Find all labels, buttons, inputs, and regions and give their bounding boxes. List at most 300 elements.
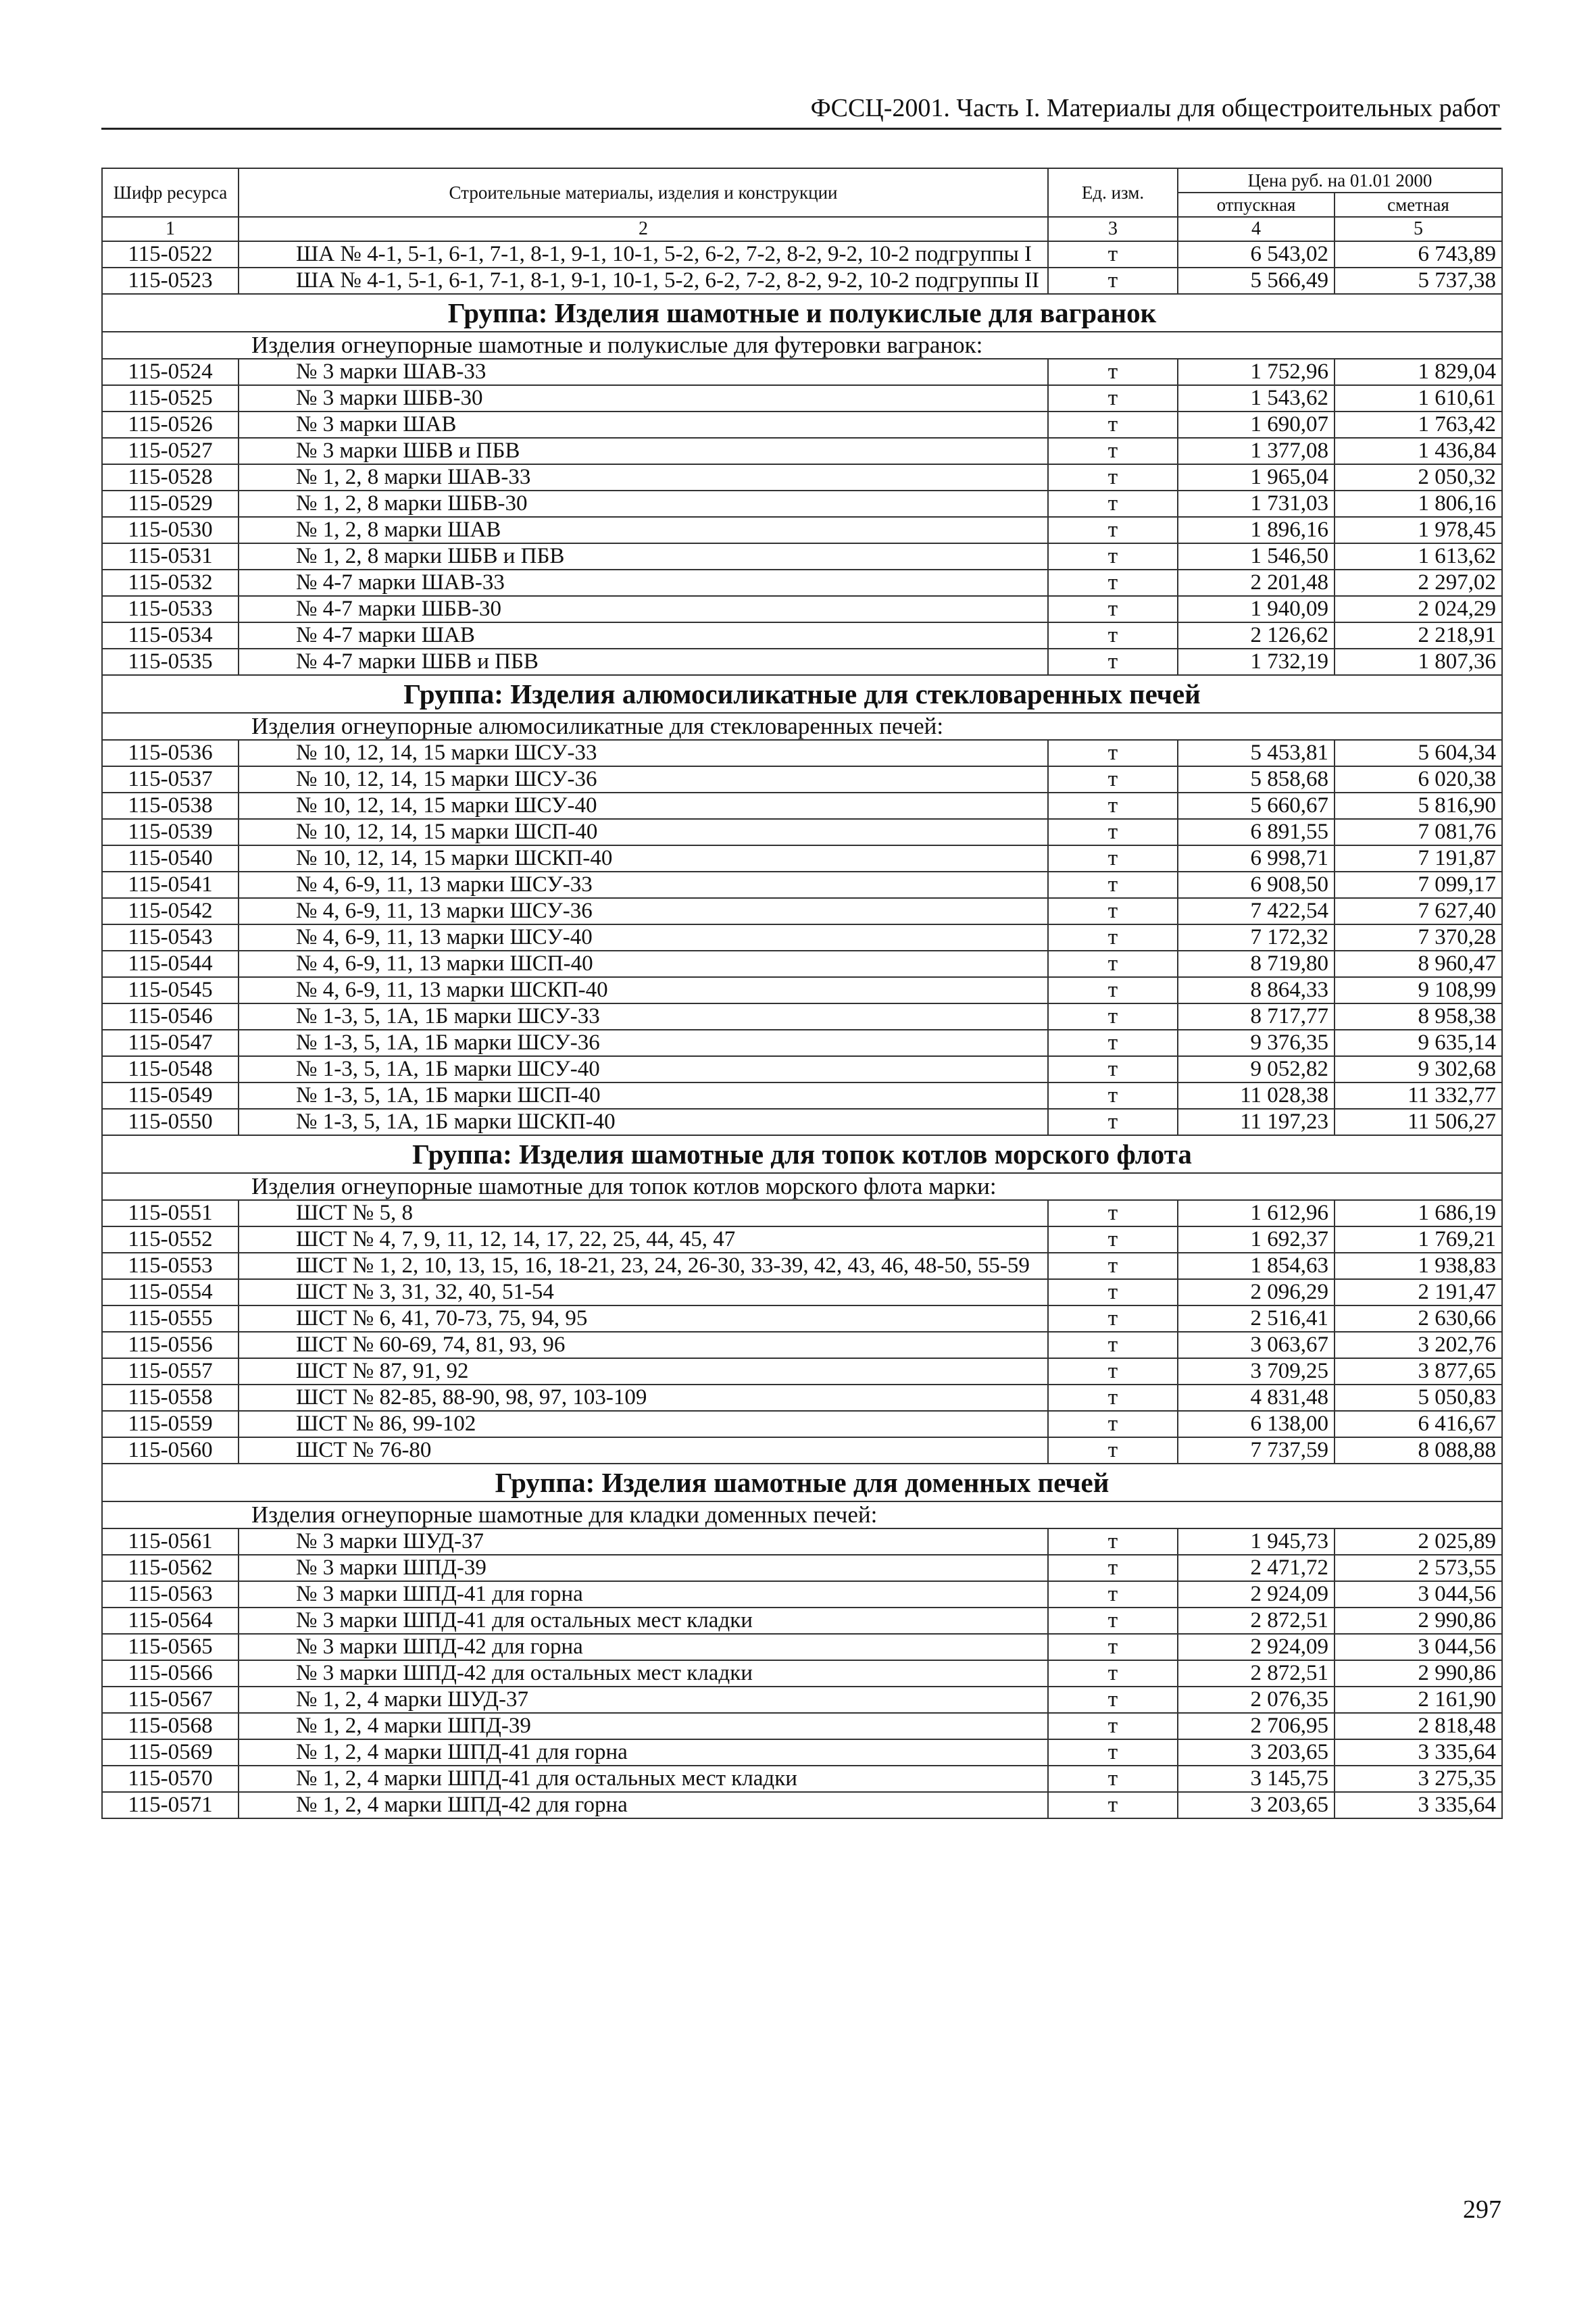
price-estimate: 1 610,61: [1335, 385, 1502, 412]
material-name: № 4, 6-9, 11, 13 марки ШСУ-33: [239, 872, 1048, 898]
unit: т: [1048, 1030, 1178, 1056]
price-table: [101, 168, 1503, 1819]
unit: т: [1048, 1687, 1178, 1713]
price-wholesale: 3 709,25: [1178, 1358, 1335, 1385]
price-estimate: 7 081,76: [1335, 819, 1502, 845]
price-wholesale: 1 732,19: [1178, 649, 1335, 675]
table-row: [102, 268, 1502, 294]
unit: т: [1048, 1528, 1178, 1555]
unit: т: [1048, 1332, 1178, 1358]
price-wholesale: 8 719,80: [1178, 951, 1335, 977]
table-row: [102, 1082, 1502, 1109]
table-row: [102, 1608, 1502, 1634]
resource-code: 115-0536: [102, 740, 239, 766]
material-name: № 1, 2, 8 марки ШАВ-33: [239, 464, 1048, 491]
resource-code: 115-0551: [102, 1200, 239, 1226]
resource-code: 115-0537: [102, 766, 239, 793]
resource-code: 115-0542: [102, 898, 239, 924]
resource-code: 115-0543: [102, 924, 239, 951]
unit: т: [1048, 793, 1178, 819]
resource-code: 115-0552: [102, 1226, 239, 1253]
material-name: № 3 марки ШАВ-33: [239, 359, 1048, 385]
price-estimate: 1 769,21: [1335, 1226, 1502, 1253]
price-wholesale: 1 546,50: [1178, 543, 1335, 570]
column-number-row: [102, 217, 1502, 241]
unit: т: [1048, 740, 1178, 766]
unit: т: [1048, 1555, 1178, 1581]
resource-code: 115-0539: [102, 819, 239, 845]
group-title: Группа: Изделия шамотные для доменных печей: [102, 1464, 1502, 1501]
price-wholesale: 5 453,81: [1178, 740, 1335, 766]
price-wholesale: 2 924,09: [1178, 1634, 1335, 1660]
unit: т: [1048, 1713, 1178, 1739]
material-name: ШСТ № 60-69, 74, 81, 93, 96: [239, 1332, 1048, 1358]
price-wholesale: 4 831,48: [1178, 1385, 1335, 1411]
subgroup-row: [102, 1501, 1502, 1528]
unit: т: [1048, 1358, 1178, 1385]
page-number: 297: [1463, 2195, 1501, 2224]
resource-code: 115-0528: [102, 464, 239, 491]
unit: т: [1048, 570, 1178, 596]
page-header-title: ФССЦ-2001. Часть I. Материалы для общестроительных работ: [810, 94, 1500, 122]
price-wholesale: 5 660,67: [1178, 793, 1335, 819]
price-estimate: 5 816,90: [1335, 793, 1502, 819]
header-code: Шифр ресурса: [102, 168, 239, 217]
price-estimate: 11 506,27: [1335, 1109, 1502, 1135]
table-row: [102, 1030, 1502, 1056]
unit: т: [1048, 1411, 1178, 1437]
material-name: № 4-7 марки ШБВ-30: [239, 596, 1048, 622]
unit: т: [1048, 543, 1178, 570]
resource-code: 115-0535: [102, 649, 239, 675]
unit: т: [1048, 622, 1178, 649]
price-wholesale: 1 612,96: [1178, 1200, 1335, 1226]
table-row: [102, 898, 1502, 924]
header-price-estimate: сметная: [1335, 193, 1502, 217]
material-name: № 1, 2, 4 марки ШПД-41 для горна: [239, 1739, 1048, 1766]
price-estimate: 3 202,76: [1335, 1332, 1502, 1358]
table-row: [102, 1411, 1502, 1437]
table-row: [102, 1739, 1502, 1766]
price-estimate: 2 024,29: [1335, 596, 1502, 622]
price-estimate: 5 604,34: [1335, 740, 1502, 766]
price-wholesale: 3 063,67: [1178, 1332, 1335, 1358]
header-price-wholesale: отпускная: [1178, 193, 1335, 217]
table-row: [102, 464, 1502, 491]
material-name: № 4, 6-9, 11, 13 марки ШСКП-40: [239, 977, 1048, 1003]
resource-code: 115-0530: [102, 517, 239, 543]
price-wholesale: 5 566,49: [1178, 268, 1335, 294]
unit: т: [1048, 359, 1178, 385]
table-row: [102, 1385, 1502, 1411]
resource-code: 115-0556: [102, 1332, 239, 1358]
price-wholesale: 1 377,08: [1178, 438, 1335, 464]
price-wholesale: 2 471,72: [1178, 1555, 1335, 1581]
subgroup-row: [102, 1173, 1502, 1200]
table-row: [102, 1792, 1502, 1818]
column-number: 5: [1335, 217, 1502, 241]
table-row: [102, 1358, 1502, 1385]
price-estimate: 1 978,45: [1335, 517, 1502, 543]
table-row: [102, 412, 1502, 438]
material-name: № 1, 2, 8 марки ШАВ: [239, 517, 1048, 543]
table-row: [102, 951, 1502, 977]
unit: т: [1048, 596, 1178, 622]
material-name: № 3 марки ШБВ и ПБВ: [239, 438, 1048, 464]
group-row: [102, 1464, 1502, 1501]
price-wholesale: 11 028,38: [1178, 1082, 1335, 1109]
resource-code: 115-0550: [102, 1109, 239, 1135]
table-row: [102, 1713, 1502, 1739]
unit: т: [1048, 1003, 1178, 1030]
price-wholesale: 2 516,41: [1178, 1305, 1335, 1332]
price-estimate: 3 044,56: [1335, 1581, 1502, 1608]
material-name: ШСТ № 82-85, 88-90, 98, 97, 103-109: [239, 1385, 1048, 1411]
price-estimate: 8 958,38: [1335, 1003, 1502, 1030]
material-name: ШСТ № 5, 8: [239, 1200, 1048, 1226]
unit: т: [1048, 649, 1178, 675]
table-row: [102, 1003, 1502, 1030]
material-name: № 3 марки ШПД-39: [239, 1555, 1048, 1581]
unit: т: [1048, 845, 1178, 872]
material-name: ШСТ № 86, 99-102: [239, 1411, 1048, 1437]
material-name: № 3 марки ШУД-37: [239, 1528, 1048, 1555]
price-estimate: 6 020,38: [1335, 766, 1502, 793]
material-name: ШСТ № 1, 2, 10, 13, 15, 16, 18-21, 23, 24, 26-30, 33-39, 42, 43, 46, 48-50, 55-59: [239, 1253, 1048, 1279]
resource-code: 115-0555: [102, 1305, 239, 1332]
material-name: ШСТ № 6, 41, 70-73, 75, 94, 95: [239, 1305, 1048, 1332]
price-estimate: 1 763,42: [1335, 412, 1502, 438]
table-row: [102, 793, 1502, 819]
price-estimate: 2 191,47: [1335, 1279, 1502, 1305]
price-estimate: 2 025,89: [1335, 1528, 1502, 1555]
unit: т: [1048, 1608, 1178, 1634]
resource-code: 115-0522: [102, 241, 239, 268]
price-wholesale: 1 965,04: [1178, 464, 1335, 491]
unit: т: [1048, 766, 1178, 793]
unit: т: [1048, 1792, 1178, 1818]
table-row: [102, 1634, 1502, 1660]
table-row: [102, 1279, 1502, 1305]
price-estimate: 2 050,32: [1335, 464, 1502, 491]
price-estimate: 2 630,66: [1335, 1305, 1502, 1332]
column-number: 1: [102, 217, 239, 241]
table-row: [102, 1200, 1502, 1226]
table-row: [102, 1555, 1502, 1581]
price-estimate: 7 370,28: [1335, 924, 1502, 951]
table-row: [102, 1332, 1502, 1358]
table-row: [102, 1687, 1502, 1713]
unit: т: [1048, 1739, 1178, 1766]
header-price: Цена руб. на 01.01 2000: [1178, 168, 1502, 193]
resource-code: 115-0564: [102, 1608, 239, 1634]
unit: т: [1048, 1082, 1178, 1109]
price-wholesale: 7 422,54: [1178, 898, 1335, 924]
subgroup-row: [102, 713, 1502, 740]
price-wholesale: 2 924,09: [1178, 1581, 1335, 1608]
table-row: [102, 1660, 1502, 1687]
table-body: [102, 241, 1502, 1818]
material-name: № 4, 6-9, 11, 13 марки ШСУ-40: [239, 924, 1048, 951]
resource-code: 115-0538: [102, 793, 239, 819]
price-estimate: 9 635,14: [1335, 1030, 1502, 1056]
material-name: № 3 марки ШАВ: [239, 412, 1048, 438]
header-unit: Ед. изм.: [1048, 168, 1178, 217]
column-number: 3: [1048, 217, 1178, 241]
price-estimate: 1 686,19: [1335, 1200, 1502, 1226]
price-wholesale: 2 126,62: [1178, 622, 1335, 649]
price-wholesale: 6 908,50: [1178, 872, 1335, 898]
price-estimate: 7 627,40: [1335, 898, 1502, 924]
material-name: № 4, 6-9, 11, 13 марки ШСУ-36: [239, 898, 1048, 924]
price-estimate: 1 806,16: [1335, 491, 1502, 517]
table-row: [102, 819, 1502, 845]
price-estimate: 2 297,02: [1335, 570, 1502, 596]
unit: т: [1048, 898, 1178, 924]
table-row: [102, 924, 1502, 951]
table-row: [102, 1253, 1502, 1279]
table-row: [102, 1056, 1502, 1082]
price-wholesale: 2 706,95: [1178, 1713, 1335, 1739]
price-estimate: 1 807,36: [1335, 649, 1502, 675]
price-estimate: 5 050,83: [1335, 1385, 1502, 1411]
resource-code: 115-0532: [102, 570, 239, 596]
price-estimate: 2 218,91: [1335, 622, 1502, 649]
price-wholesale: 6 138,00: [1178, 1411, 1335, 1437]
unit: т: [1048, 491, 1178, 517]
material-name: № 4-7 марки ШАВ-33: [239, 570, 1048, 596]
unit: т: [1048, 1305, 1178, 1332]
group-title: Группа: Изделия шамотные для топок котлов морского флота: [102, 1135, 1502, 1173]
resource-code: 115-0523: [102, 268, 239, 294]
resource-code: 115-0553: [102, 1253, 239, 1279]
material-name: № 10, 12, 14, 15 марки ШСУ-40: [239, 793, 1048, 819]
price-wholesale: 1 896,16: [1178, 517, 1335, 543]
table-row: [102, 241, 1502, 268]
material-name: ША № 4-1, 5-1, 6-1, 7-1, 8-1, 9-1, 10-1, 5-2, 6-2, 7-2, 8-2, 9-2, 10-2 подгруппы II: [239, 268, 1048, 294]
table-row: [102, 1581, 1502, 1608]
resource-code: 115-0544: [102, 951, 239, 977]
unit: т: [1048, 1634, 1178, 1660]
unit: т: [1048, 1253, 1178, 1279]
price-estimate: 5 737,38: [1335, 268, 1502, 294]
price-estimate: 9 108,99: [1335, 977, 1502, 1003]
price-wholesale: 11 197,23: [1178, 1109, 1335, 1135]
price-estimate: 1 829,04: [1335, 359, 1502, 385]
material-name: ША № 4-1, 5-1, 6-1, 7-1, 8-1, 9-1, 10-1, 5-2, 6-2, 7-2, 8-2, 9-2, 10-2 подгруппы I: [239, 241, 1048, 268]
price-estimate: 2 573,55: [1335, 1555, 1502, 1581]
resource-code: 115-0549: [102, 1082, 239, 1109]
unit: т: [1048, 438, 1178, 464]
price-wholesale: 9 376,35: [1178, 1030, 1335, 1056]
price-wholesale: 1 940,09: [1178, 596, 1335, 622]
price-estimate: 3 335,64: [1335, 1792, 1502, 1818]
unit: т: [1048, 1766, 1178, 1792]
unit: т: [1048, 924, 1178, 951]
resource-code: 115-0562: [102, 1555, 239, 1581]
unit: т: [1048, 464, 1178, 491]
unit: т: [1048, 268, 1178, 294]
table-row: [102, 872, 1502, 898]
column-number: 4: [1178, 217, 1335, 241]
group-row: [102, 294, 1502, 332]
table-row: [102, 977, 1502, 1003]
material-name: № 10, 12, 14, 15 марки ШСП-40: [239, 819, 1048, 845]
table-row: [102, 385, 1502, 412]
resource-code: 115-0567: [102, 1687, 239, 1713]
price-wholesale: 8 717,77: [1178, 1003, 1335, 1030]
price-wholesale: 3 145,75: [1178, 1766, 1335, 1792]
resource-code: 115-0540: [102, 845, 239, 872]
unit: т: [1048, 1226, 1178, 1253]
unit: т: [1048, 1279, 1178, 1305]
unit: т: [1048, 872, 1178, 898]
resource-code: 115-0525: [102, 385, 239, 412]
resource-code: 115-0546: [102, 1003, 239, 1030]
material-name: № 1, 2, 8 марки ШБВ-30: [239, 491, 1048, 517]
price-wholesale: 9 052,82: [1178, 1056, 1335, 1082]
resource-code: 115-0554: [102, 1279, 239, 1305]
price-estimate: 3 275,35: [1335, 1766, 1502, 1792]
unit: т: [1048, 1385, 1178, 1411]
material-name: № 10, 12, 14, 15 марки ШСУ-36: [239, 766, 1048, 793]
price-estimate: 6 416,67: [1335, 1411, 1502, 1437]
material-name: № 1, 2, 8 марки ШБВ и ПБВ: [239, 543, 1048, 570]
resource-code: 115-0531: [102, 543, 239, 570]
price-estimate: 6 743,89: [1335, 241, 1502, 268]
material-name: № 3 марки ШПД-41 для горна: [239, 1581, 1048, 1608]
material-name: № 1-3, 5, 1А, 1Б марки ШСУ-36: [239, 1030, 1048, 1056]
unit: т: [1048, 412, 1178, 438]
resource-code: 115-0526: [102, 412, 239, 438]
resource-code: 115-0547: [102, 1030, 239, 1056]
material-name: ШСТ № 3, 31, 32, 40, 51-54: [239, 1279, 1048, 1305]
price-estimate: 2 990,86: [1335, 1608, 1502, 1634]
unit: т: [1048, 977, 1178, 1003]
resource-code: 115-0566: [102, 1660, 239, 1687]
price-wholesale: 1 752,96: [1178, 359, 1335, 385]
resource-code: 115-0557: [102, 1358, 239, 1385]
material-name: № 1, 2, 4 марки ШУД-37: [239, 1687, 1048, 1713]
unit: т: [1048, 1109, 1178, 1135]
resource-code: 115-0541: [102, 872, 239, 898]
material-name: ШСТ № 87, 91, 92: [239, 1358, 1048, 1385]
price-wholesale: 1 690,07: [1178, 412, 1335, 438]
material-name: № 3 марки ШПД-42 для горна: [239, 1634, 1048, 1660]
price-wholesale: 1 543,62: [1178, 385, 1335, 412]
resource-code: 115-0534: [102, 622, 239, 649]
price-estimate: 2 161,90: [1335, 1687, 1502, 1713]
material-name: ШСТ № 76-80: [239, 1437, 1048, 1464]
table-row: [102, 1109, 1502, 1135]
material-name: № 4, 6-9, 11, 13 марки ШСП-40: [239, 951, 1048, 977]
material-name: № 3 марки ШБВ-30: [239, 385, 1048, 412]
resource-code: 115-0569: [102, 1739, 239, 1766]
material-name: № 1, 2, 4 марки ШПД-39: [239, 1713, 1048, 1739]
table-row: [102, 359, 1502, 385]
table-row: [102, 596, 1502, 622]
material-name: № 1-3, 5, 1А, 1Б марки ШСУ-33: [239, 1003, 1048, 1030]
unit: т: [1048, 1200, 1178, 1226]
unit: т: [1048, 1056, 1178, 1082]
table-row: [102, 1766, 1502, 1792]
subgroup-title: Изделия огнеупорные алюмосиликатные для стекловаренных печей:: [102, 713, 1502, 740]
price-estimate: 7 099,17: [1335, 872, 1502, 898]
material-name: № 3 марки ШПД-42 для остальных мест кладки: [239, 1660, 1048, 1687]
price-estimate: 7 191,87: [1335, 845, 1502, 872]
column-number: 2: [239, 217, 1048, 241]
resource-code: 115-0533: [102, 596, 239, 622]
price-estimate: 8 088,88: [1335, 1437, 1502, 1464]
unit: т: [1048, 241, 1178, 268]
material-name: № 1-3, 5, 1А, 1Б марки ШСКП-40: [239, 1109, 1048, 1135]
table-row: [102, 1305, 1502, 1332]
material-name: № 4-7 марки ШАВ: [239, 622, 1048, 649]
material-name: № 1-3, 5, 1А, 1Б марки ШСУ-40: [239, 1056, 1048, 1082]
price-wholesale: 3 203,65: [1178, 1792, 1335, 1818]
subgroup-title: Изделия огнеупорные шамотные для топок котлов морского флота марки:: [102, 1173, 1502, 1200]
price-estimate: 1 613,62: [1335, 543, 1502, 570]
price-estimate: 3 877,65: [1335, 1358, 1502, 1385]
price-wholesale: 1 945,73: [1178, 1528, 1335, 1555]
price-wholesale: 1 692,37: [1178, 1226, 1335, 1253]
price-wholesale: 7 172,32: [1178, 924, 1335, 951]
price-wholesale: 7 737,59: [1178, 1437, 1335, 1464]
price-wholesale: 2 096,29: [1178, 1279, 1335, 1305]
unit: т: [1048, 1437, 1178, 1464]
table-row: [102, 740, 1502, 766]
resource-code: 115-0527: [102, 438, 239, 464]
price-estimate: 3 044,56: [1335, 1634, 1502, 1660]
table-header: [102, 168, 1502, 241]
subgroup-title: Изделия огнеупорные шамотные для кладки доменных печей:: [102, 1501, 1502, 1528]
resource-code: 115-0529: [102, 491, 239, 517]
group-title: Группа: Изделия шамотные и полукислые для вагранок: [102, 294, 1502, 332]
price-estimate: 2 818,48: [1335, 1713, 1502, 1739]
table-row: [102, 491, 1502, 517]
unit: т: [1048, 1660, 1178, 1687]
price-wholesale: 2 076,35: [1178, 1687, 1335, 1713]
price-wholesale: 3 203,65: [1178, 1739, 1335, 1766]
table-row: [102, 845, 1502, 872]
table-row: [102, 649, 1502, 675]
price-estimate: 2 990,86: [1335, 1660, 1502, 1687]
price-wholesale: 6 891,55: [1178, 819, 1335, 845]
price-wholesale: 1 731,03: [1178, 491, 1335, 517]
material-name: № 10, 12, 14, 15 марки ШСУ-33: [239, 740, 1048, 766]
resource-code: 115-0561: [102, 1528, 239, 1555]
resource-code: 115-0559: [102, 1411, 239, 1437]
resource-code: 115-0563: [102, 1581, 239, 1608]
unit: т: [1048, 1581, 1178, 1608]
price-estimate: 1 938,83: [1335, 1253, 1502, 1279]
price-wholesale: 6 543,02: [1178, 241, 1335, 268]
material-name: № 4-7 марки ШБВ и ПБВ: [239, 649, 1048, 675]
material-name: № 1, 2, 4 марки ШПД-41 для остальных мест кладки: [239, 1766, 1048, 1792]
resource-code: 115-0560: [102, 1437, 239, 1464]
group-row: [102, 675, 1502, 713]
resource-code: 115-0524: [102, 359, 239, 385]
subgroup-row: [102, 332, 1502, 359]
resource-code: 115-0568: [102, 1713, 239, 1739]
unit: т: [1048, 517, 1178, 543]
resource-code: 115-0558: [102, 1385, 239, 1411]
table-row: [102, 570, 1502, 596]
resource-code: 115-0565: [102, 1634, 239, 1660]
price-wholesale: 5 858,68: [1178, 766, 1335, 793]
price-estimate: 11 332,77: [1335, 1082, 1502, 1109]
price-wholesale: 1 854,63: [1178, 1253, 1335, 1279]
